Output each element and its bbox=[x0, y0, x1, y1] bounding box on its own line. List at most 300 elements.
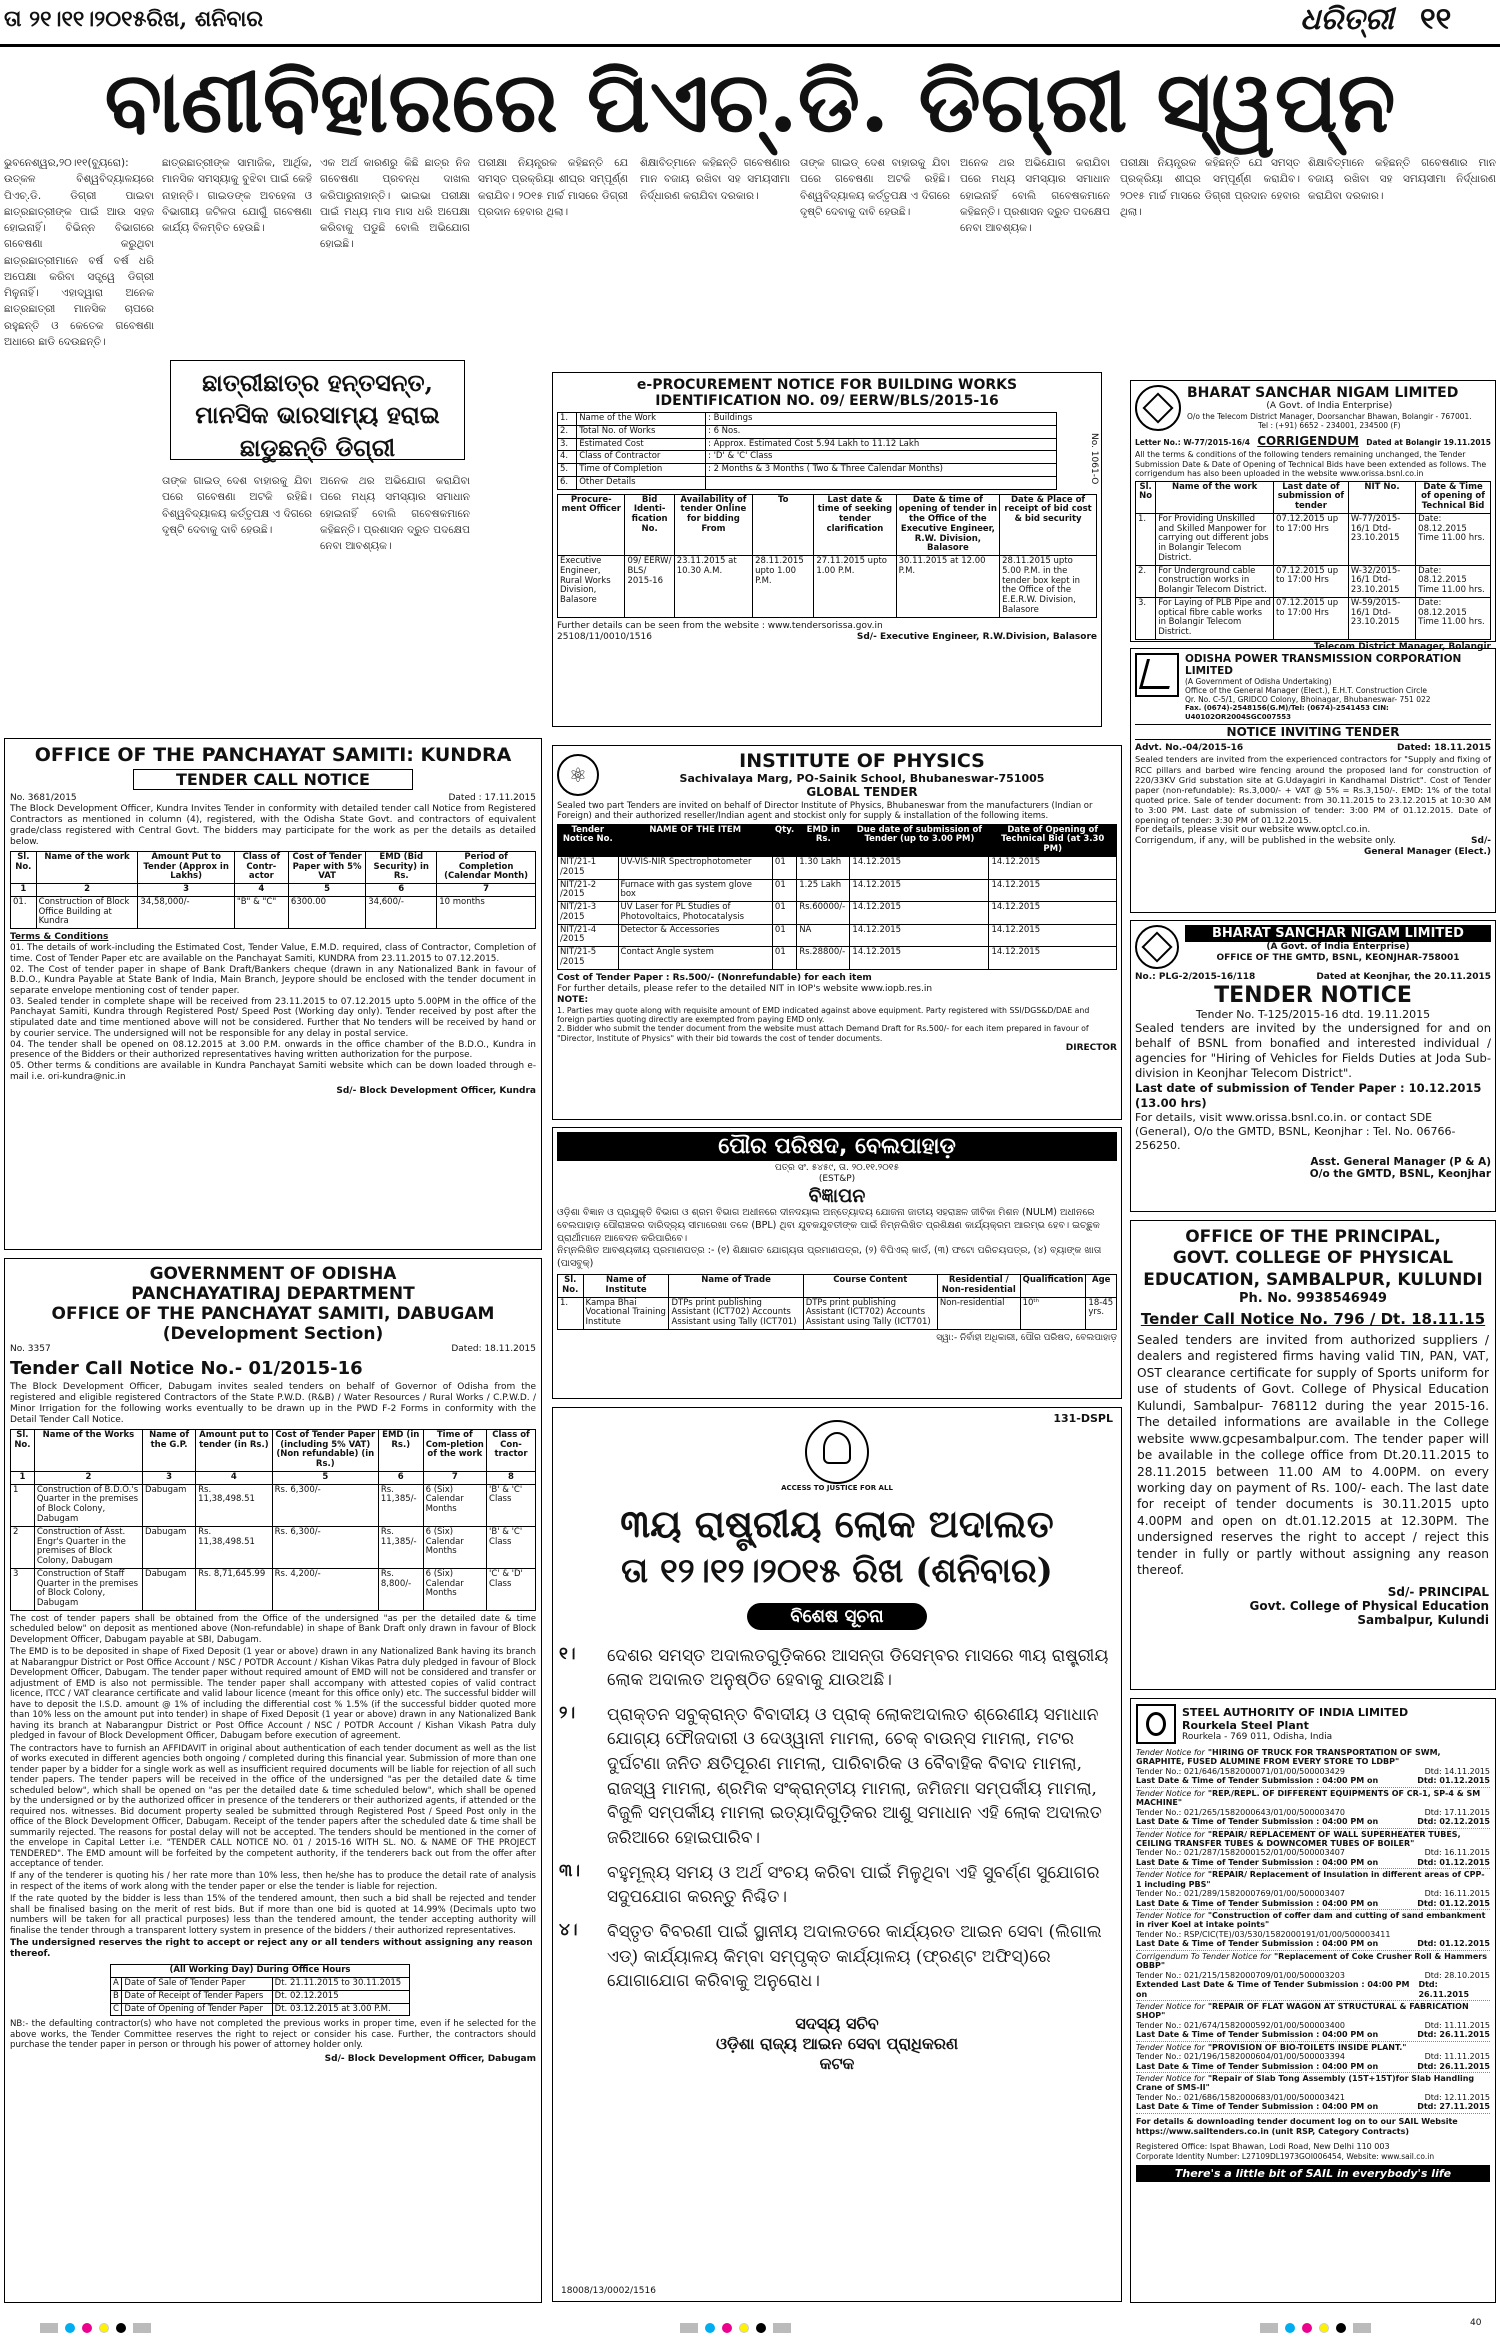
belpahar-col-header: Course Content bbox=[803, 1275, 937, 1298]
iop-cell: NIT/21-1 /2015 bbox=[558, 857, 619, 880]
sail-logo-icon bbox=[1136, 1704, 1176, 1744]
belpahar-head: ବିଜ୍ଞାପନ bbox=[808, 1184, 866, 1207]
belpahar-col-header: Sl. No. bbox=[558, 1275, 584, 1298]
sail-row-tender-no: Tender No.: 021/646/1582000071/01/00/500003429 bbox=[1136, 1766, 1345, 1776]
lok-adalat-notice bbox=[552, 1407, 1122, 2302]
eproc-col-header: Last date & time of seeking tender clarification bbox=[814, 494, 896, 556]
dabugam-sched-cell: Date of Sale of Tender Paper bbox=[122, 1978, 272, 1991]
dabugam-col-header: Name of the G.P. bbox=[143, 1429, 196, 1471]
kundra-cell: "B" & "C" bbox=[234, 896, 288, 928]
eproc-info-cell: : Buildings bbox=[706, 413, 1057, 426]
story-col-5: ଶିକ୍ଷାବିତ୍‌ମାନେ କହିଛନ୍ତି ଗବେଷଣାର ମାନ ବଜାୟ ରଖିବା ସହ ସମୟସୀମା ନିର୍ଦ୍ଧାରଣ କରାଯିବା ଦରକାର। bbox=[640, 157, 790, 202]
story-col-4: ପରୀକ୍ଷା ନିୟନ୍ତ୍ରକ କହିଛନ୍ତି ଯେ ସମସ୍ତ ପ୍ରକ୍ରିୟା ଶୀଘ୍ର ସମ୍ପୂର୍ଣ୍ଣ କରାଯିବ। ୨୦୧୫ ମାର୍ଚ୍ଚ ମାସରେ ଡିଗ୍ରୀ ପ୍ରଦାନ ହେବାର ଥିଲା। bbox=[478, 157, 628, 218]
bsnl1-col-header: Name of the work bbox=[1156, 481, 1274, 513]
optcl-adv-row bbox=[1135, 743, 1491, 754]
dabugam-col-header: Class of Con-tractor bbox=[487, 1429, 536, 1471]
kundra-col-num: 3 bbox=[138, 884, 234, 897]
bsnl2-ref: Tender No. T-125/2015-16 dtd. 19.11.2015 bbox=[1195, 1007, 1431, 1021]
sail-tender-row bbox=[1136, 1910, 1490, 1951]
dabugam-col-num: 2 bbox=[34, 1471, 142, 1484]
dabugam-col-num: 3 bbox=[143, 1471, 196, 1484]
iop-cell: 14.12.2015 bbox=[850, 879, 989, 902]
reg-black-icon bbox=[116, 2323, 126, 2333]
dabugam-cell: Rs. 11,385/- bbox=[378, 1526, 423, 1568]
optcl-org: ODISHA POWER TRANSMISSION CORPORATION LIMITED bbox=[1185, 653, 1462, 677]
lok-item-num: ୨। bbox=[559, 1702, 576, 1723]
dabugam-t1: GOVERNMENT OF ODISHA bbox=[149, 1264, 397, 1284]
dabugam-sched-row bbox=[111, 1978, 410, 1991]
sail-row-date: Dtd: 12.11.2015 bbox=[1424, 2092, 1490, 2102]
kundra-term: 05. Other terms & conditions are available in Kundra Panchayat Samiti website which can be down loaded through e-mail i.e. ori-kundra@nic.in bbox=[10, 1061, 536, 1082]
belpahar-col-header: Age bbox=[1086, 1275, 1117, 1298]
sail-tender-row bbox=[1136, 1951, 1490, 2001]
sail-row-last-date-label: Last Date & Time of Tender Submission : 04:00 PM on bbox=[1136, 1776, 1379, 1786]
reg-bar-icon bbox=[1353, 2323, 1371, 2333]
kundra-col-num: 4 bbox=[234, 884, 288, 897]
lok-item bbox=[559, 1861, 1115, 1910]
sail-row-last-date-label: Last Date & Time of Tender Submission : 04:00 PM on bbox=[1136, 1898, 1379, 1908]
sail-row-title: "Construction of coffer dam and cutting of sand embankment in river Koel at intake points" bbox=[1136, 1911, 1486, 1930]
sail-row-date: Dtd: 17.11.2015 bbox=[1424, 1807, 1490, 1817]
iop-addr: Sachivalaya Marg, PO-Sainik School, Bhubaneswar-751005 bbox=[679, 772, 1045, 785]
iop-cell: 14.12.2015 bbox=[989, 947, 1117, 970]
sail-row-last-date-label: Last Date & Time of Tender Submission : 04:00 PM on bbox=[1136, 2102, 1379, 2112]
belpahar-advertisement bbox=[552, 1127, 1122, 1399]
iop-cell: 14.12.2015 bbox=[989, 924, 1117, 947]
optcl-notice bbox=[1130, 648, 1496, 913]
dabugam-dated: Dated: 18.11.2015 bbox=[451, 1344, 536, 1354]
reg-cyan-icon bbox=[705, 2323, 715, 2333]
bsnl1-cell: W-32/2015-16/1 Dtd- 23.10.2015 bbox=[1348, 565, 1415, 597]
kundra-col-header: Class of Contr-actor bbox=[234, 851, 288, 883]
eproc-cell: 30.11.2015 at 12.00 P.M. bbox=[896, 556, 1000, 618]
story-col-6: ତାଙ୍କ ଗାଇଡ୍ ଦେଶ ବାହାରକୁ ଯିବା ପରେ ଗବେଷଣା ଅଟକି ରହିଛି। ବିଶ୍ୱବିଦ୍ୟାଳୟ କର୍ତ୍ତୃପକ୍ଷ ଏ ଦିଗରେ ଦୃଷ୍ଟି ଦେବାକୁ ଦାବି ହେଉଛି। bbox=[800, 157, 950, 218]
sail-row-tender-no: Tender No.: 021/287/1582000152/01/00/500003407 bbox=[1136, 1848, 1345, 1858]
bsnl2-no-row bbox=[1135, 972, 1491, 983]
sail-row-date: Dtd: 11.11.2015 bbox=[1424, 2020, 1490, 2030]
bsnl1-cell: For Underground cable construction works in Bolangir Telecom District. bbox=[1156, 565, 1274, 597]
justice-emblem-icon bbox=[805, 1420, 869, 1484]
reg-yellow-icon bbox=[99, 2323, 109, 2333]
bsnl1-tel: Tel : (+91) 6652 - 234001, 234500 (F) bbox=[1258, 421, 1401, 431]
eproc-info-cell: 5. bbox=[558, 464, 577, 477]
sail-row-last-date: Dtd: 01.12.2015 bbox=[1417, 1776, 1490, 1786]
iop-col-header: Qty. bbox=[772, 824, 796, 856]
iop-row bbox=[558, 924, 1117, 947]
dabugam-cell: 'B' & 'C' Class bbox=[487, 1526, 536, 1568]
lok-item-text: ବିସ୍ତୃତ ବିବରଣୀ ପାଇଁ ସ୍ଥାନୀୟ ଅଦାଲତରେ କାର୍ଯ୍ୟରତ ଆଇନ ସେବା (ଲିଗାଲ ଏଡ୍) କାର୍ଯ୍ୟାଳୟ କିମ୍ବା ସମ୍ପୃକ୍ତ କାର୍ଯ୍ୟାଳୟ (ଫ୍ରଣ୍ଟ ଅଫିସ୍)ରେ ଯୋଗାଯୋଗ କରିବାକୁ ଅନୁରୋଧ। bbox=[607, 1921, 1102, 1992]
sail-row-label: Tender Notice for bbox=[1136, 1911, 1205, 1920]
iop-cell: 01 bbox=[772, 947, 796, 970]
bsnl1-col-header: Sl. No bbox=[1136, 481, 1156, 513]
eproc-info-cell: 1. bbox=[558, 413, 577, 426]
sail-tender-row bbox=[1136, 2042, 1490, 2073]
eproc-col-header: Date & Place of receipt of bid cost & bid security bbox=[1000, 494, 1097, 556]
sambalpur-t3: EDUCATION, SAMBALPUR, KULUNDI bbox=[1143, 1269, 1483, 1290]
dabugam-t4: (Development Section) bbox=[162, 1324, 384, 1344]
optcl-sub: (A Government of Odisha Undertaking) bbox=[1185, 677, 1332, 686]
optcl-logo-icon bbox=[1135, 653, 1179, 697]
eproc-info-cell: Time of Completion bbox=[577, 464, 706, 477]
iop-global-tender bbox=[552, 745, 1122, 1120]
dabugam-sched-row bbox=[111, 2003, 410, 2016]
sail-org: STEEL AUTHORITY OF INDIA LIMITED bbox=[1182, 1705, 1409, 1719]
eproc-col-header: To bbox=[753, 494, 814, 556]
iop-note: 2. Bidder who submit the tender document from the website must attach Demand Draft for Rs.500/- for each item prepared in favour of "Director, Institute of Physics" with their bid towards the cost of tender documents. bbox=[557, 1024, 1089, 1043]
iop-cell: 1.25 Lakh bbox=[797, 879, 850, 902]
dabugam-col-num: 6 bbox=[378, 1471, 423, 1484]
bsnl1-cell: 07.12.2015 up to 17:00 Hrs bbox=[1274, 513, 1349, 565]
sail-tender-row bbox=[1136, 2073, 1490, 2114]
masthead-rule bbox=[0, 44, 1500, 47]
belpahar-cell: Kampa Bhai Vocational Training Institute bbox=[583, 1297, 669, 1329]
sail-row-last-date: Dtd: 01.12.2015 bbox=[1417, 1857, 1490, 1867]
sail-row-label: Corrigendum To Tender Notice for bbox=[1136, 1951, 1271, 1961]
sail-row-title: "REPAIR/ REPLACEMENT OF WALL SUPERHEATER TUBES, CEILING TRANSFER TUBES & DOWNCOMER TUBES OF BOILER" bbox=[1136, 1829, 1461, 1848]
registration-marks-left bbox=[40, 2318, 153, 2337]
kundra-col-header: Period of Completion (Calendar Month) bbox=[437, 851, 536, 883]
sail-tender-notice bbox=[1130, 1698, 1496, 2303]
bsnl1-cell: For Providing Unskilled and Skilled Manpower for carrying out different jobs in Bolangir Telecom District. bbox=[1156, 513, 1274, 565]
kundra-col-header: EMD (Bid Security) in Rs. bbox=[366, 851, 437, 883]
eproc-cell: 28.11.2015 upto 5.00 P.M. in the tender box kept in the Office of the E.E.R.W. Division, Balasore bbox=[1000, 556, 1097, 618]
sambalpur-body: Sealed tenders are invited from authorized suppliers / dealers and registered firms having valid TIN, PAN, VAT, OST clearance certificate for supply of Sports uniform for use of students of Govt. College of Physical Education Kulundi, Sambalpur- 768112 during the year 2015-16. The detailed informations are available in the College website www.gcpesambalpur.com. The tender paper will be available in the college office from Dt.20.11.2015 to 28.11.2015 between 11.00 AM to 4.00PM. on every working day on payment of Rs. 100/- each. The last date for receipt of tender documents is 30.11.2015 upto 4.00PM and open on dt.01.12.2015 at 12.30PM. The undersigned reserves the right to accept / reject this tender in fully or partly without assigning any reason thereof. bbox=[1137, 1332, 1489, 1578]
registration-marks-right bbox=[1260, 2318, 1373, 2337]
sail-row-last-date: Dtd: 01.12.2015 bbox=[1417, 1939, 1490, 1949]
iop-notes-head: NOTE: bbox=[557, 994, 589, 1005]
dabugam-sched-head: (All Working Day) During Office Hours bbox=[111, 1965, 410, 1978]
sail-row-last-date: Dtd: 01.12.2015 bbox=[1417, 1898, 1490, 1908]
eproc-info-table bbox=[557, 412, 1057, 490]
eprocurement-notice bbox=[552, 372, 1102, 727]
kundra-dated: Dated : 17.11.2015 bbox=[448, 793, 536, 803]
eproc-info-cell: : Approx. Estimated Cost 5.94 Lakh to 11.12 Lakh bbox=[706, 438, 1057, 451]
iop-col-header: NAME OF THE ITEM bbox=[618, 824, 772, 856]
kundra-cell: 10 months bbox=[437, 896, 536, 928]
sambalpur-sign3: Sambalpur, Kulundi bbox=[1357, 1612, 1489, 1627]
dabugam-row bbox=[11, 1484, 536, 1526]
dabugam-cell: Dabugam bbox=[143, 1568, 196, 1610]
dabugam-cell: Rs. 4,200/- bbox=[272, 1568, 378, 1610]
lok-item-num: ୩। bbox=[559, 1860, 581, 1881]
bsnl1-sub: (A Govt. of India Enterprise) bbox=[1266, 401, 1393, 411]
kundra-band: TENDER CALL NOTICE bbox=[133, 769, 413, 790]
bsnl1-letter: Letter No.: W-77/2015-16/4 bbox=[1135, 438, 1250, 447]
dabugam-row bbox=[11, 1526, 536, 1568]
kundra-cell: 01. bbox=[11, 896, 37, 928]
eproc-info-cell: 3. bbox=[558, 438, 577, 451]
eproc-sign: Sd/- Executive Engineer, R.W.Division, Balasore bbox=[856, 631, 1097, 642]
bsnl2-office: OFFICE OF THE GMTD, BSNL, KEONJHAR-758001 bbox=[1216, 952, 1460, 963]
masthead-date: ତା ୨୧।୧୧।୨୦୧୫ରିଖ, ଶନିବାର bbox=[4, 6, 264, 32]
reg-bar-icon bbox=[40, 2323, 58, 2333]
sail-row-date: Dtd: 16.11.2015 bbox=[1424, 1889, 1490, 1899]
belpahar-table bbox=[557, 1274, 1117, 1330]
eproc-info-row bbox=[558, 464, 1057, 477]
dabugam-col-header: EMD (in Rs.) bbox=[378, 1429, 423, 1471]
sail-row-tender-no: Tender No.: 021/674/1582000592/01/00/500003400 bbox=[1136, 2020, 1345, 2030]
dabugam-col-header: Sl. No. bbox=[11, 1429, 35, 1471]
iop-cell: 14.12.2015 bbox=[989, 902, 1117, 925]
lok-items bbox=[559, 1644, 1115, 1994]
registration-marks-mid bbox=[680, 2318, 793, 2337]
sail-row-date: Dtd: 11.11.2015 bbox=[1424, 2052, 1490, 2062]
bsnl2-sub: (A Govt. of India Enterprise) bbox=[1266, 942, 1410, 952]
iop-cell: UV-VIS-NIR Spectrophotometer bbox=[618, 857, 772, 880]
sail-row-tender-no: Tender No.: 021/686/1582000683/01/00/500003421 bbox=[1136, 2092, 1345, 2102]
sail-header bbox=[1136, 1704, 1490, 1744]
sail-details: For details & downloading tender document log on to our SAIL Website https://www.sailtenders.co.in (unit RSP, Category Contracts) bbox=[1136, 2116, 1458, 2136]
eproc-cell: 09/ EERW/ BLS/ 2015-16 bbox=[625, 556, 674, 618]
sail-row-tender-no: Tender No.: 021/265/1582000643/01/00/500003470 bbox=[1136, 1807, 1345, 1817]
iop-note: 1. Parties may quote along with requisite amount of EMD indicated against above equipment. Party registered with SSI/DGS&D/DAE and foreign parties quoting directly are exempted from paying EMD only. bbox=[557, 1005, 1090, 1024]
kundra-col-num: 6 bbox=[366, 884, 437, 897]
kundra-col-num: 7 bbox=[437, 884, 536, 897]
dabugam-sched-cell: A bbox=[111, 1978, 122, 1991]
iop-cell: Contact Angle system bbox=[618, 947, 772, 970]
reg-magenta-icon bbox=[1302, 2323, 1312, 2333]
iop-cell: NIT/21-3 /2015 bbox=[558, 902, 619, 925]
bsnl1-cell: 2. bbox=[1136, 565, 1156, 597]
kundra-tender-notice bbox=[4, 738, 542, 1250]
sail-row-label: Tender Notice for bbox=[1136, 1748, 1205, 1757]
eproc-schedule-table bbox=[557, 494, 1097, 618]
dabugam-t2: PANCHAYATIRAJ DEPARTMENT bbox=[131, 1284, 415, 1304]
optcl-addr: Qr. No. C-5/1, GRIDCO Colony, Bhoinagar, Bhubaneswar- 751 022 bbox=[1185, 695, 1431, 705]
belpahar-cell: 10ᵗʰ bbox=[1020, 1297, 1086, 1329]
reg-magenta-icon bbox=[722, 2323, 732, 2333]
bsnl1-cell: Date: 08.12.2015 Time 11.00 hrs. bbox=[1416, 597, 1491, 639]
lok-item-num: ୪। bbox=[559, 1919, 578, 1940]
bsnl2-web: For details, visit www.orissa.bsnl.co.in. or contact SDE (General), O/o the GMTD, BSNL, Keonjhar : Tel. No. 06766-256250. bbox=[1135, 1110, 1456, 1153]
dabugam-para5: If the rate quoted by the bidder is less than 15% of the tendered amount, then such a bid shall be rejected and tender shall be finalised basing on the merit of rest bids. But if more than one bid is quoted at 14.99% (Decimals upto two numbers will be taken for all practical purposes) less than the tendered amount, the tender accepting authority will finalise the tender through a transparent lottery system in presence of the bidders / their authorized representatives. bbox=[10, 1894, 536, 1936]
optcl-header bbox=[1135, 653, 1491, 721]
dabugam-col-num: 8 bbox=[487, 1471, 536, 1484]
belpahar-cell: 1. bbox=[558, 1297, 584, 1329]
dabugam-cell: 3 bbox=[11, 1568, 35, 1610]
pull-quote: ଛାତ୍ରୀଛାତ୍ର ହନ୍ତସନ୍ତ, ମାନସିକ ଭାରସାମ୍ୟ ହରାଇ ଛାଡୁଛନ୍ତି ଡିଗ୍ରୀ bbox=[170, 360, 465, 460]
dabugam-sched-cell: C bbox=[111, 2003, 122, 2016]
iop-cell: 01 bbox=[772, 879, 796, 902]
lok-item-text: ବହୁମୂଲ୍ୟ ସମୟ ଓ ଅର୍ଥ ସଂଚୟ କରିବା ପାଇଁ ମିଳୁଥିବା ଏହି ସୁବର୍ଣ୍ଣ ସୁଯୋଗର ସଦୁପଯୋଗ କରନ୍ତୁ ନିଶ୍ଚିତ। bbox=[607, 1862, 1100, 1908]
dabugam-cell: Rs. 8,71,645.99 bbox=[196, 1568, 273, 1610]
eproc-col-header: Bid Identi-fication No. bbox=[625, 494, 674, 556]
sail-row-label: Tender Notice for bbox=[1136, 2001, 1205, 2011]
eproc-info-cell: 2. bbox=[558, 425, 577, 438]
reg-bar-icon bbox=[773, 2323, 791, 2333]
dabugam-col-num: 4 bbox=[196, 1471, 273, 1484]
eproc-cell: Executive Engineer, Rural Works Division, Balasore bbox=[558, 556, 625, 618]
sail-row-tender-no: Tender No.: 021/215/1582000709/01/00/500003203 bbox=[1136, 1970, 1345, 1980]
masthead-brand: ଧରିତ୍ରୀ bbox=[1300, 2, 1394, 37]
sail-row-title: "REPAIR OF FLAT WAGON AT STRUCTURAL & FABRICATION SHOP" bbox=[1136, 2001, 1469, 2021]
dabugam-table bbox=[10, 1429, 536, 1611]
dabugam-col-num: 5 bbox=[272, 1471, 378, 1484]
belpahar-cell: 18-45 yrs. bbox=[1086, 1297, 1117, 1329]
iop-cell: NA bbox=[797, 924, 850, 947]
eproc-info-cell: : 6 Nos. bbox=[706, 425, 1057, 438]
kundra-col-header: Amount Put to Tender (Approx in Lakhs) bbox=[138, 851, 234, 883]
lok-date: ତା ୧୨।୧୨।୨୦୧୫ ରିଖ (ଶନିବାର) bbox=[621, 1550, 1053, 1591]
sail-row-last-date-label: Last Date & Time of Tender Submission : 04:00 PM on bbox=[1136, 2030, 1379, 2040]
kundra-term: 03. Sealed tender in complete shape will be received from 23.11.2015 to 07.12.2015 upto 5.00PM in the office of the Panchayat Samiti, Kundra through Registered Post/ Speed Post (Working day only). Tender received by post after the stipulated date and time mentioned above will not be considered. Further that No tenders will be received by hand or by courier service. The undersigned will not be responsible for any delay in postal service. bbox=[10, 996, 536, 1039]
bsnl2-sign: Asst. General Manager (P & A) bbox=[1310, 1156, 1491, 1169]
eproc-cell: 27.11.2015 upto 1.00 P.M. bbox=[814, 556, 896, 618]
dabugam-col-num: 7 bbox=[423, 1471, 486, 1484]
dabugam-tender-notice bbox=[4, 1258, 542, 2303]
belpahar-docs: ନିମ୍ନଲିଖିତ ଆବଶ୍ୟକୀୟ ପ୍ରମାଣପତ୍ର :- (୧) ଶିକ୍ଷାଗତ ଯୋଗ୍ୟତା ପ୍ରମାଣପତ୍ର, (୨) ବିପିଏଲ୍ କାର୍ଡ, (୩) ଫଟୋ ପରିଚୟପତ୍ର, (୪) ବ୍ୟାଙ୍କ ଖାତା (ପାସବୁକ୍) bbox=[557, 1245, 1102, 1270]
bsnl2-no: No.: PLG-2/2015-16/118 bbox=[1135, 972, 1256, 982]
sail-row-label: Tender Notice for bbox=[1136, 2074, 1205, 2083]
iop-row bbox=[558, 902, 1117, 925]
eproc-info-cell: Estimated Cost bbox=[577, 438, 706, 451]
story-col-2: ଛାତ୍ରଛାତ୍ରୀଙ୍କ ସାମାଜିକ, ଆର୍ଥିକ, ମାନସିକ ସମସ୍ୟାକୁ ବୁଝିବା ପାଇଁ କେହି ନାହାନ୍ତି। ଗାଇଡଙ୍କ ଅବହେଳା ଓ ବିଭାଗୀୟ ଜଟିଳତା ଯୋଗୁଁ ଗବେଷଣା କାର୍ଯ୍ୟ ବିଳମ୍ବିତ ହେଉଛି। bbox=[162, 157, 312, 235]
iop-cell: 14.12.2015 bbox=[850, 902, 989, 925]
reg-black-icon bbox=[1336, 2323, 1346, 2333]
bsnl1-col-header: Last date of submission of tender bbox=[1274, 481, 1349, 513]
kundra-terms-head: Terms & Conditions bbox=[10, 932, 109, 943]
eproc-col-header: Procure-ment Officer bbox=[558, 494, 625, 556]
eproc-info-row bbox=[558, 438, 1057, 451]
dabugam-cell: 6 (Six) Calendar Months bbox=[423, 1484, 486, 1526]
iop-cell: 01 bbox=[772, 857, 796, 880]
bsnl1-office: O/o the Telecom District Manager, Doorsanchar Bhawan, Bolangir - 767001. bbox=[1187, 411, 1472, 421]
dabugam-cell: 'C' & 'D' Class bbox=[487, 1568, 536, 1610]
iop-table bbox=[557, 824, 1117, 970]
kundra-intro: The Block Development Officer, Kundra Invites Tender in conformity with detailed tender call Notice from Registered Contractors as mentioned in column (4), registered, with the Odisha State Govt. and contractors of equivalent grade/class registered with Central Govt. The bidders may participate for the work as per the details as detailed below. bbox=[10, 803, 536, 847]
dabugam-sched-row bbox=[111, 1990, 410, 2003]
kundra-no-row bbox=[10, 793, 536, 804]
kundra-cell: 6300.00 bbox=[288, 896, 365, 928]
dabugam-sched-cell: Date of Receipt of Tender Papers bbox=[122, 1990, 272, 2003]
lok-sign2: ଓଡ଼ିଶା ରାଜ୍ୟ ଆଇନ ସେବା ପ୍ରାଧିକରଣ bbox=[715, 2033, 959, 2053]
sail-tagline: There's a little bit of SAIL in everybody's life bbox=[1136, 2165, 1490, 2182]
lok-sign1: ସଦସ୍ୟ ସଚିବ bbox=[795, 2013, 879, 2033]
iop-row bbox=[558, 857, 1117, 880]
bsnl1-row bbox=[1136, 597, 1491, 639]
bsnl2-body: Sealed tenders are invited by the undersigned for and on behalf of BSNL from bonafied and interested individual / agencies for "Hiring of Vehicles for Fields Duties at Joda Sub-division in Keonjhar Telecom District". bbox=[1135, 1020, 1491, 1080]
belpahar-cell: DTPs print publishing Assistant (ICT702) Accounts Assistant using Tally (ICT701) bbox=[803, 1297, 937, 1329]
iop-cell: NIT/21-2 /2015 bbox=[558, 879, 619, 902]
bsnl1-cell: 07.12.2015 up to 17:00 Hrs bbox=[1274, 565, 1349, 597]
iop-logo-icon: ⚛ bbox=[557, 754, 599, 796]
bsnl1-col-header: Date & Time of opening of Technical Bid bbox=[1416, 481, 1491, 513]
lok-item-num: ୧। bbox=[559, 1643, 576, 1664]
dabugam-cell: Construction of Staff Quarter in the premises of Block Colony, Dabugam bbox=[34, 1568, 142, 1610]
lok-sign3: କଟକ bbox=[819, 2053, 855, 2073]
sail-cin: Corporate Identity Number: L27109DL1973GOI006454, Website: www.sail.co.in bbox=[1136, 2152, 1435, 2161]
iop-cell: Rs.28800/- bbox=[797, 947, 850, 970]
optcl-sign2: General Manager (Elect.) bbox=[1364, 847, 1491, 858]
kundra-term: 02. The Cost of tender paper in shape of Bank Draft/Bankers cheque (drawn in any Nationalized Bank in favour of B.D.O., Kundra Payable at State Bank of India, Main Branch, Jeypore should be enclosed with the tender document in separate envelope mentioning cost of tender paper. bbox=[10, 964, 536, 997]
iop-col-header: Due date of submission of Tender (up to 3.00 PM) bbox=[850, 824, 989, 856]
sail-row-date: Dtd: 14.11.2015 bbox=[1424, 1766, 1490, 1776]
kundra-terms bbox=[10, 943, 536, 1082]
eproc-col-header: Availability of tender Online for bidding From bbox=[674, 494, 752, 556]
bsnl1-header bbox=[1135, 385, 1491, 431]
dabugam-cell: Dabugam bbox=[143, 1526, 196, 1568]
bsnl1-row bbox=[1136, 513, 1491, 565]
story-col-9: ଶିକ୍ଷାବିତ୍‌ମାନେ କହିଛନ୍ତି ଗବେଷଣାର ମାନ ବଜାୟ ରଖିବା ସହ ସମୟସୀମା ନିର୍ଦ୍ଧାରଣ କରାଯିବା ଦରକାର। bbox=[1308, 157, 1496, 202]
dabugam-no-row bbox=[10, 1344, 536, 1355]
iop-cell: 14.12.2015 bbox=[850, 924, 989, 947]
dabugam-no: No. 3357 bbox=[10, 1344, 51, 1354]
iop-band: GLOBAL TENDER bbox=[806, 785, 918, 799]
kundra-col-header: Name of the work bbox=[36, 851, 138, 883]
sambalpur-notice-no: Tender Call Notice No. 796 / Dt. 18.11.15 bbox=[1140, 1309, 1486, 1328]
reg-yellow-icon bbox=[1319, 2323, 1329, 2333]
sail-addr: Rourkela - 769 011, Odisha, India bbox=[1182, 1731, 1333, 1742]
sambalpur-college-notice bbox=[1130, 1220, 1496, 1690]
sail-row-last-date: Dtd: 26.11.2015 bbox=[1418, 1980, 1470, 1999]
kundra-col-num: 5 bbox=[288, 884, 365, 897]
sail-row-last-date: Dtd: 02.12.2015 bbox=[1417, 1817, 1490, 1827]
sail-row-tender-no: Tender No.: 021/289/1582000769/01/00/500003407 bbox=[1136, 1889, 1345, 1899]
bsnl1-letter-row bbox=[1135, 434, 1491, 448]
bsnl2-last: Last date of submission of Tender Paper : 10.12.2015 (13.00 hrs) bbox=[1135, 1080, 1482, 1110]
dabugam-t3: OFFICE OF THE PANCHAYAT SAMITI, DABUGAM bbox=[51, 1304, 495, 1324]
kundra-cell: 34,58,000/- bbox=[138, 896, 234, 928]
masthead bbox=[0, 0, 1500, 48]
lok-item bbox=[559, 1644, 1115, 1693]
bsnl1-col-header: NIT No. bbox=[1348, 481, 1415, 513]
sail-row-label: Tender Notice for bbox=[1136, 1829, 1205, 1839]
bsnl1-sign: Telecom District Manager, Bolangir bbox=[1313, 641, 1491, 652]
dabugam-nb: NB:- the defaulting contractor(s) who have not completed the previous works in proper time, even if he selected for the above works, the Tender Committee reserves the right to reject or consider his case. Further, the contractors should purchase the tender paper in person or through his power of attorney holder only. bbox=[10, 2019, 536, 2051]
iop-name: INSTITUTE OF PHYSICS bbox=[739, 750, 985, 772]
sail-row-date: Dtd: 16.11.2015 bbox=[1424, 1848, 1490, 1858]
sail-row-tender-no: Tender No.: 021/196/1582000604/01/00/500003394 bbox=[1136, 2052, 1345, 2062]
optcl-head: NOTICE INVITING TENDER bbox=[1135, 724, 1491, 740]
eproc-sign-row bbox=[557, 632, 1097, 643]
print-registration-strip bbox=[0, 2310, 1500, 2335]
dabugam-sched-cell: B bbox=[111, 1990, 122, 2003]
sambalpur-sign: Sd/- PRINCIPAL bbox=[1387, 1584, 1489, 1599]
kundra-no: No. 3681/2015 bbox=[10, 793, 77, 803]
sail-row-label: Tender Notice for bbox=[1136, 1870, 1205, 1880]
iop-cell: NIT/21-4 /2015 bbox=[558, 924, 619, 947]
belpahar-col-header: Residential / Non-residential bbox=[937, 1275, 1020, 1298]
optcl-adv: Advt. No.-04/2015-16 bbox=[1135, 743, 1244, 754]
eproc-info-cell: Total No. of Works bbox=[577, 425, 706, 438]
belpahar-sign: ସ୍ୱା:- ନିର୍ବାହୀ ଅଧିକାରୀ, ପୌର ପରିଷଦ, ବେଲପାହାଡ଼ bbox=[936, 1332, 1117, 1343]
bsnl-keonjhar-tender bbox=[1130, 920, 1496, 1212]
dabugam-head: Tender Call Notice No.- 01/2015-16 bbox=[10, 1357, 363, 1379]
iop-cell: 14.12.2015 bbox=[989, 857, 1117, 880]
kundra-term: 04. The tender shall be opened on 08.12.2015 at 3.00 P.M. onwards in the office chamber of the B.D.O., Kundra in presence of the Bidders or their authorized representatives having written authorization for the purpose. bbox=[10, 1039, 536, 1061]
dabugam-para3: The contractors have to furnish an AFFIDAVIT in original about authentication of each tender document as well as the list of works executed in different agencies both ongoing / completed during this financial year. Submission of more than one tender paper by a bidder for a single work as well as insufficient required documents will be liable for rejection of all such tender papers. The tender papers will be received in the office of the undersigned "as per the detailed date & time scheduled below", which shall be opened on "as per the detailed date & time scheduled below", which shall be opened by the undersigned or by the authorized officer in presence of the tenderers or their authorized agents, if attended or the required nos. witnesses. Bid document property sealed be submitted through Registered Post / Speed Post only in the office of the Block Development Officer, Dabugam. Receipt of the tender papers after the scheduled date & time shall be summarily rejected. The reasons for postal delay will not be accepted. The tenders should be mentioned in the corner of the envelope in Capital Letter i.e. "TENDER CALL NOTICE NO. 01 / 2015-16 WITH SL. NO. & NAME OF THE PROJECT TENDERED". The EMD amount will be forfeited by the competent authority, if the tenderers back out from the offer after acceptance of tender. bbox=[10, 1743, 536, 1869]
eproc-info-cell: : 2 Months & 3 Months ( Two & Three Calendar Months) bbox=[706, 464, 1057, 477]
lok-emblem-block bbox=[559, 1414, 1115, 1493]
bsnl1-cell: W-77/2015-16/1 Dtd- 23.10.2015 bbox=[1348, 513, 1415, 565]
dabugam-cell: 6 (Six) Calendar Months bbox=[423, 1568, 486, 1610]
bsnl1-body: All the terms & conditions of the following tenders remaining unchanged, the Tender Submission Date & Date of Opening of Technical Bids have been extended as follows. The corrigendum has also been uploaded in the website www.orissa.bsnl.co.in bbox=[1135, 450, 1487, 478]
sail-row-title: "PROVISION OF BIO-TOILETS INSIDE PLANT." bbox=[1207, 2042, 1407, 2052]
dabugam-cell: Rs. 11,38,498.51 bbox=[196, 1526, 273, 1568]
bsnl1-cell: For Laying of PLB Pipe and optical fibre cable works in Bolangir Telecom District. bbox=[1156, 597, 1274, 639]
sail-row-last-date-label: Last Date & Time of Tender Submission : 04:00 PM on bbox=[1136, 2061, 1379, 2071]
kundra-cell: 34,600/- bbox=[366, 896, 437, 928]
lok-ref: 18008/13/0002/1516 bbox=[561, 2286, 656, 2297]
bsnl2-dated: Dated at Keonjhar, the 20.11.2015 bbox=[1316, 972, 1491, 982]
optcl-fax: Fax. (0674)-2548156(G.M)/Tel: (0674)-2541453 CIN: U40102OR2004SGC007553 bbox=[1185, 704, 1389, 721]
dabugam-sched-cell: Dt. 21.11.2015 to 30.11.2015 bbox=[272, 1978, 409, 1991]
eproc-title: e-PROCUREMENT NOTICE FOR BUILDING WORKS bbox=[636, 377, 1018, 393]
dabugam-cell: Construction of Asst. Engr's Quarter in the premises of Block Colony, Dabugam bbox=[34, 1526, 142, 1568]
sail-tender-row bbox=[1136, 2001, 1490, 2042]
eproc-info-cell: 4. bbox=[558, 451, 577, 464]
eproc-info-cell bbox=[706, 476, 1057, 489]
